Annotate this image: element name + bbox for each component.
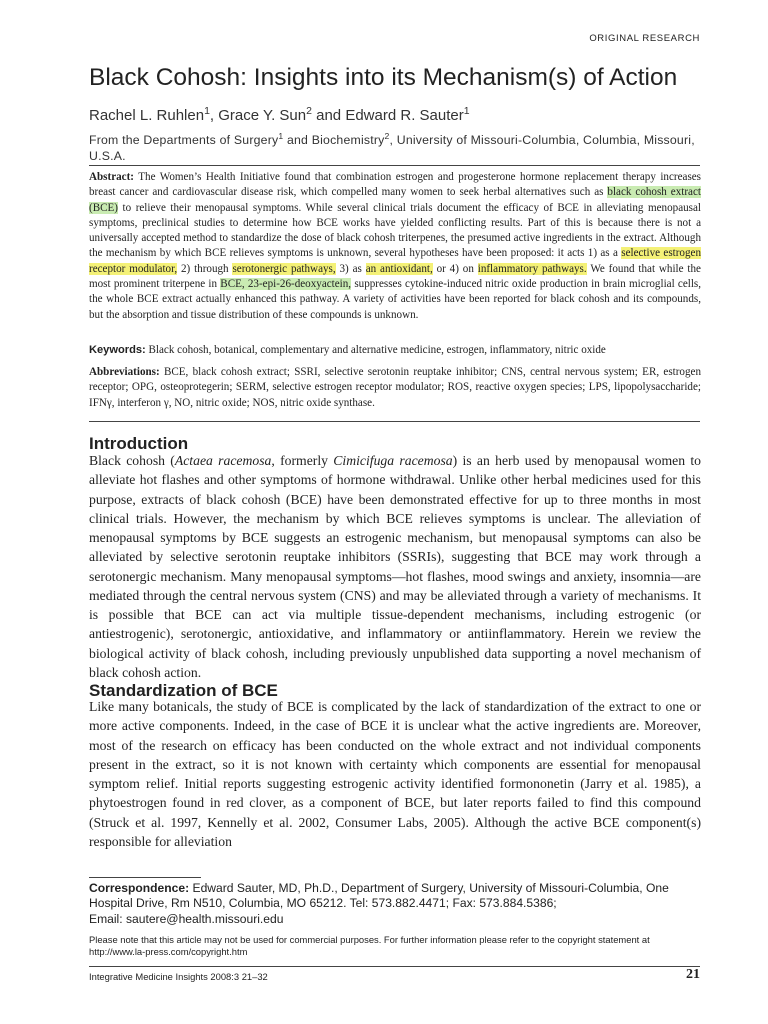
abstract-text: 2) through <box>177 262 233 275</box>
affiliation-text: From the Departments of Surgery <box>89 133 279 147</box>
abbreviations-label: Abbreviations: <box>89 366 160 378</box>
body-text: , formerly <box>271 453 334 468</box>
section-heading-introduction: Introduction <box>89 434 189 453</box>
abstract-text: 3) as <box>335 262 366 275</box>
page-number: 21 <box>686 967 700 982</box>
author-affiliation-mark: 1 <box>463 105 470 117</box>
highlighted-text: serotonergic pathways, <box>232 262 336 275</box>
highlighted-text: BCE, 23-epi-26-deoxyactein, <box>220 278 352 291</box>
highlighted-text: black cohosh extract (BCE) <box>89 186 701 214</box>
footnote-rule <box>89 877 201 878</box>
author-affiliation-mark: 1 <box>204 105 210 117</box>
abstract-label: Abstract: <box>89 171 134 183</box>
affiliation-mark: 2 <box>384 130 390 141</box>
author-list <box>89 107 470 124</box>
author-affiliation-mark: 2 <box>306 105 312 117</box>
highlighted-text: an antioxidant, <box>365 262 433 275</box>
section-label: ORIGINAL RESEARCH <box>589 33 700 44</box>
correspondence-label: Correspondence: <box>89 881 190 895</box>
footer-rule <box>89 966 700 967</box>
abbreviations-text: BCE, black cohosh extract; SSRI, selective serotonin reuptake inhibitor; CNS, central nervous system; ER, estrogen receptor; OPG, osteoprotegerin; SERM, selective estrogen receptor modulator; ROS, reactive oxygen species; LPS, lipopolysaccharide; IFNγ, interferon γ, NO, nitric oxide; NOS, nitric oxide synthase. <box>89 366 701 409</box>
standardization-paragraph: Like many botanicals, the study of BCE is complicated by the lack of standardization of the extract to one or more active components. Indeed, in the case of BCE it is unclear what the active ingredients are. Moreover, most of the research on efficacy has been conducted on the whole extract and not individual components present in the extract, so it is not known with certainty which components are essential for menopausal symptom relief. Initial reports suggesting estrogenic activity identified formononetin (Jarry et al. 1985), a phytoestrogen found in red clover, as a component of BCE, but later reports failed to find this compound (Struck et al. 1997, Kennelly et al. 2002, Consumer Labs, 2005). Although the active BCE component(s) responsible for alleviation <box>89 699 701 849</box>
body-text: Black cohosh ( <box>89 453 175 468</box>
abstract-top-rule <box>89 165 700 166</box>
copyright-note: Please note that this article may not be used for commercial purposes. For further information please refer to the copyright statement at http://www.la-press.com/copyright.htm <box>89 934 650 958</box>
species-name: Actaea racemosa <box>174 453 272 468</box>
abstract-text: to relieve their menopausal symptoms. While several clinical trials document the efficacy of BCE in alleviating menopausal symptoms, preclinical studies to determine how BCE works have yielded conflicting results. Part of this is because there is not a universally accepted method to standardize the dose of black cohosh triterpenes, the presumed active ingredients in the extract. Although the mechanism by which BCE relieves symptoms is unknown, several hypotheses have been proposed: it acts 1) as a <box>89 201 701 260</box>
abstract-text: The Women’s Health Initiative found that combination estrogen and progesterone hormone replacement therapy increases breast cancer and cardiovascular disease risk, which compelled many women to seek herbal alternatives such as <box>89 171 701 199</box>
affiliation <box>89 130 699 164</box>
abstract-bottom-rule <box>89 421 700 422</box>
highlighted-text: selective estrogen receptor modulator, <box>89 247 701 275</box>
correspondence-email[interactable]: Email: sautere@health.missouri.edu <box>89 911 284 926</box>
abbreviations <box>89 365 701 411</box>
author-name: Rachel L. Ruhlen <box>89 107 205 124</box>
author-name: Edward R. Sauter <box>345 107 464 124</box>
keywords-label: Keywords: <box>89 344 146 356</box>
species-name: Cimicifuga racemosa <box>333 453 453 468</box>
section-heading-standardization: Standardization of BCE <box>89 681 278 700</box>
affiliation-text: , University of Missouri-Columbia, Columbia, Missouri, U.S.A. <box>89 133 695 163</box>
affiliation-mark: 1 <box>278 130 284 141</box>
body-text: ) is an herb used by menopausal women to alleviate hot flashes and other symptoms of hormone withdrawal. Unlike other herbal medicines used for this purpose, extracts of black cohosh (BCE) have been demonstrated effective for up to three months in most clinical trials. However, the mechanism by which BCE relieves symptoms is unclear. The alleviation of menopausal symptoms by BCE suggests an estrogenic mechanism, but menopausal symptoms can also be alleviated by selective serotonin reuptake inhibitors (SSRIs), suggesting that BCE may work through a serotonergic mechanism. Many menopausal symptoms—hot flashes, mood swings and anxiety, insomnia—are mediated through the central nervous system (CNS) and may be alleviated through a variety of mechanisms. It is possible that BCE can act via multiple tissue-dependent mechanisms, including estrogenic (or antiestrogenic), serotonergic, antioxidative, and inflammatory or antiinflammatory. Herein we review the biological activity of black cohosh, including previously unpublished data supporting a novel mechanism of black cohosh action. <box>89 453 702 680</box>
author-name: Grace Y. Sun <box>218 107 307 124</box>
correspondence <box>89 881 704 927</box>
abstract <box>89 170 701 323</box>
article-title: Black Cohosh: Insights into its Mechanism(s) of Action <box>89 64 678 91</box>
abstract-text: or 4) on <box>432 262 478 275</box>
correspondence-text: Edward Sauter, MD, Ph.D., Department of Surgery, University of Missouri-Columbia, One Hospital Drive, Rm N510, Columbia, MO 65212. Tel: 573.882.4471; Fax: 573.884.5386; <box>89 881 669 911</box>
abstract-text: suppresses cytokine-induced nitric oxide production in brain microglial cells, the whole BCE extract actually enhanced this pathway. A variety of activities have been reported for black cohosh and its compounds, but the absorption and tissue distribution of these compounds is unknown. <box>89 278 701 321</box>
journal-citation: Integrative Medicine Insights 2008:3 21–32 <box>89 971 268 982</box>
author-separator: , <box>209 107 219 124</box>
keywords-text: Black cohosh, botanical, complementary and alternative medicine, estrogen, inflammatory, nitric oxide <box>145 344 606 356</box>
abstract-text: We found that while the most prominent triterpene in <box>89 262 701 291</box>
keywords <box>89 343 701 358</box>
author-separator: and <box>311 107 346 124</box>
highlighted-text: inflammatory pathways. <box>477 262 587 275</box>
introduction-paragraph <box>89 451 701 682</box>
affiliation-text: and Biochemistry <box>283 133 385 147</box>
